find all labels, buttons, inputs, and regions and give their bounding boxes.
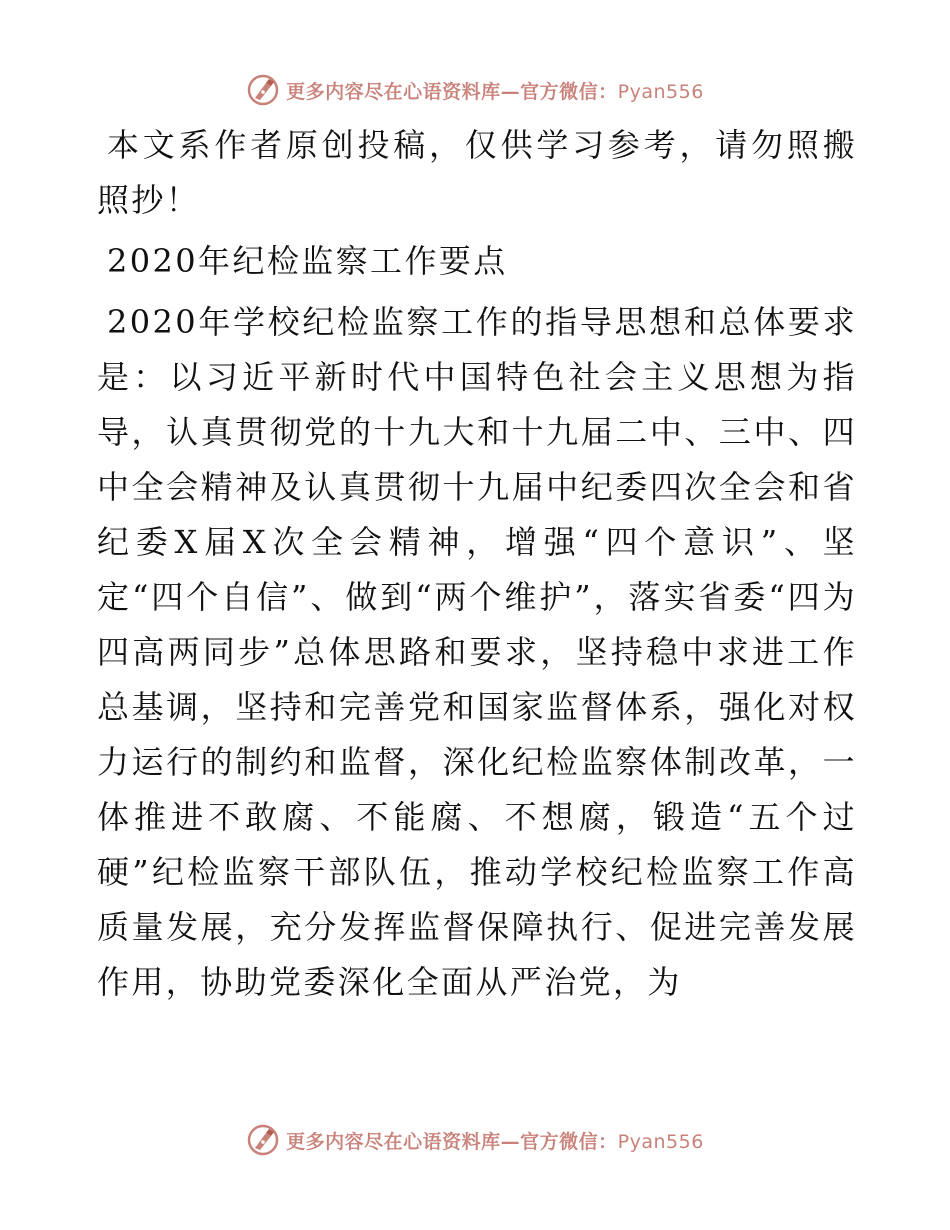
watermark-wechat-id: Pyan556 xyxy=(617,1130,704,1153)
body-paragraph: 2020年学校纪检监察工作的指导思想和总体要求是：以习近平新时代中国特色社会主义思想为指导，认真贯彻党的十九大和十九届二中、三中、四中全会精神及认真贯彻十九届中纪委四次全会和省纪委X届X次全会精神，增强“四个意识”、坚定“四个自信”、做到“两个维护”，落实省委“四为四高两同步”总体思路和要求，坚持稳中求进工作总基调，坚持和完善党和国家监督体系，强化对权力运行的制约和监督，深化纪检监察体制改革，一体推进不敢腐、不能腐、不想腐，锻造“五个过硬”纪检监察干部队伍，推动学校纪检监察工作高质量发展，充分发挥监督保障执行、促进完善发展作用，协助党委深化全面从严治党，为 xyxy=(97,303,857,1001)
watermark-text: 更多内容尽在心语资料库—官方微信：Pyan556 xyxy=(286,80,704,103)
pen-nib-logo-icon xyxy=(246,1123,280,1157)
intro-notice: 本文系作者原创投稿，仅供学习参考，请勿照搬照抄！ xyxy=(97,126,857,219)
document-body xyxy=(97,118,857,1010)
watermark-text: 更多内容尽在心语资料库—官方微信：Pyan556 xyxy=(286,1130,704,1153)
document-title: 2020年纪检监察工作要点 xyxy=(107,242,508,280)
footer-watermark xyxy=(0,1118,950,1162)
pen-nib-logo-icon xyxy=(246,73,280,107)
watermark-wechat-id: Pyan556 xyxy=(617,80,704,103)
header-watermark xyxy=(0,68,950,112)
